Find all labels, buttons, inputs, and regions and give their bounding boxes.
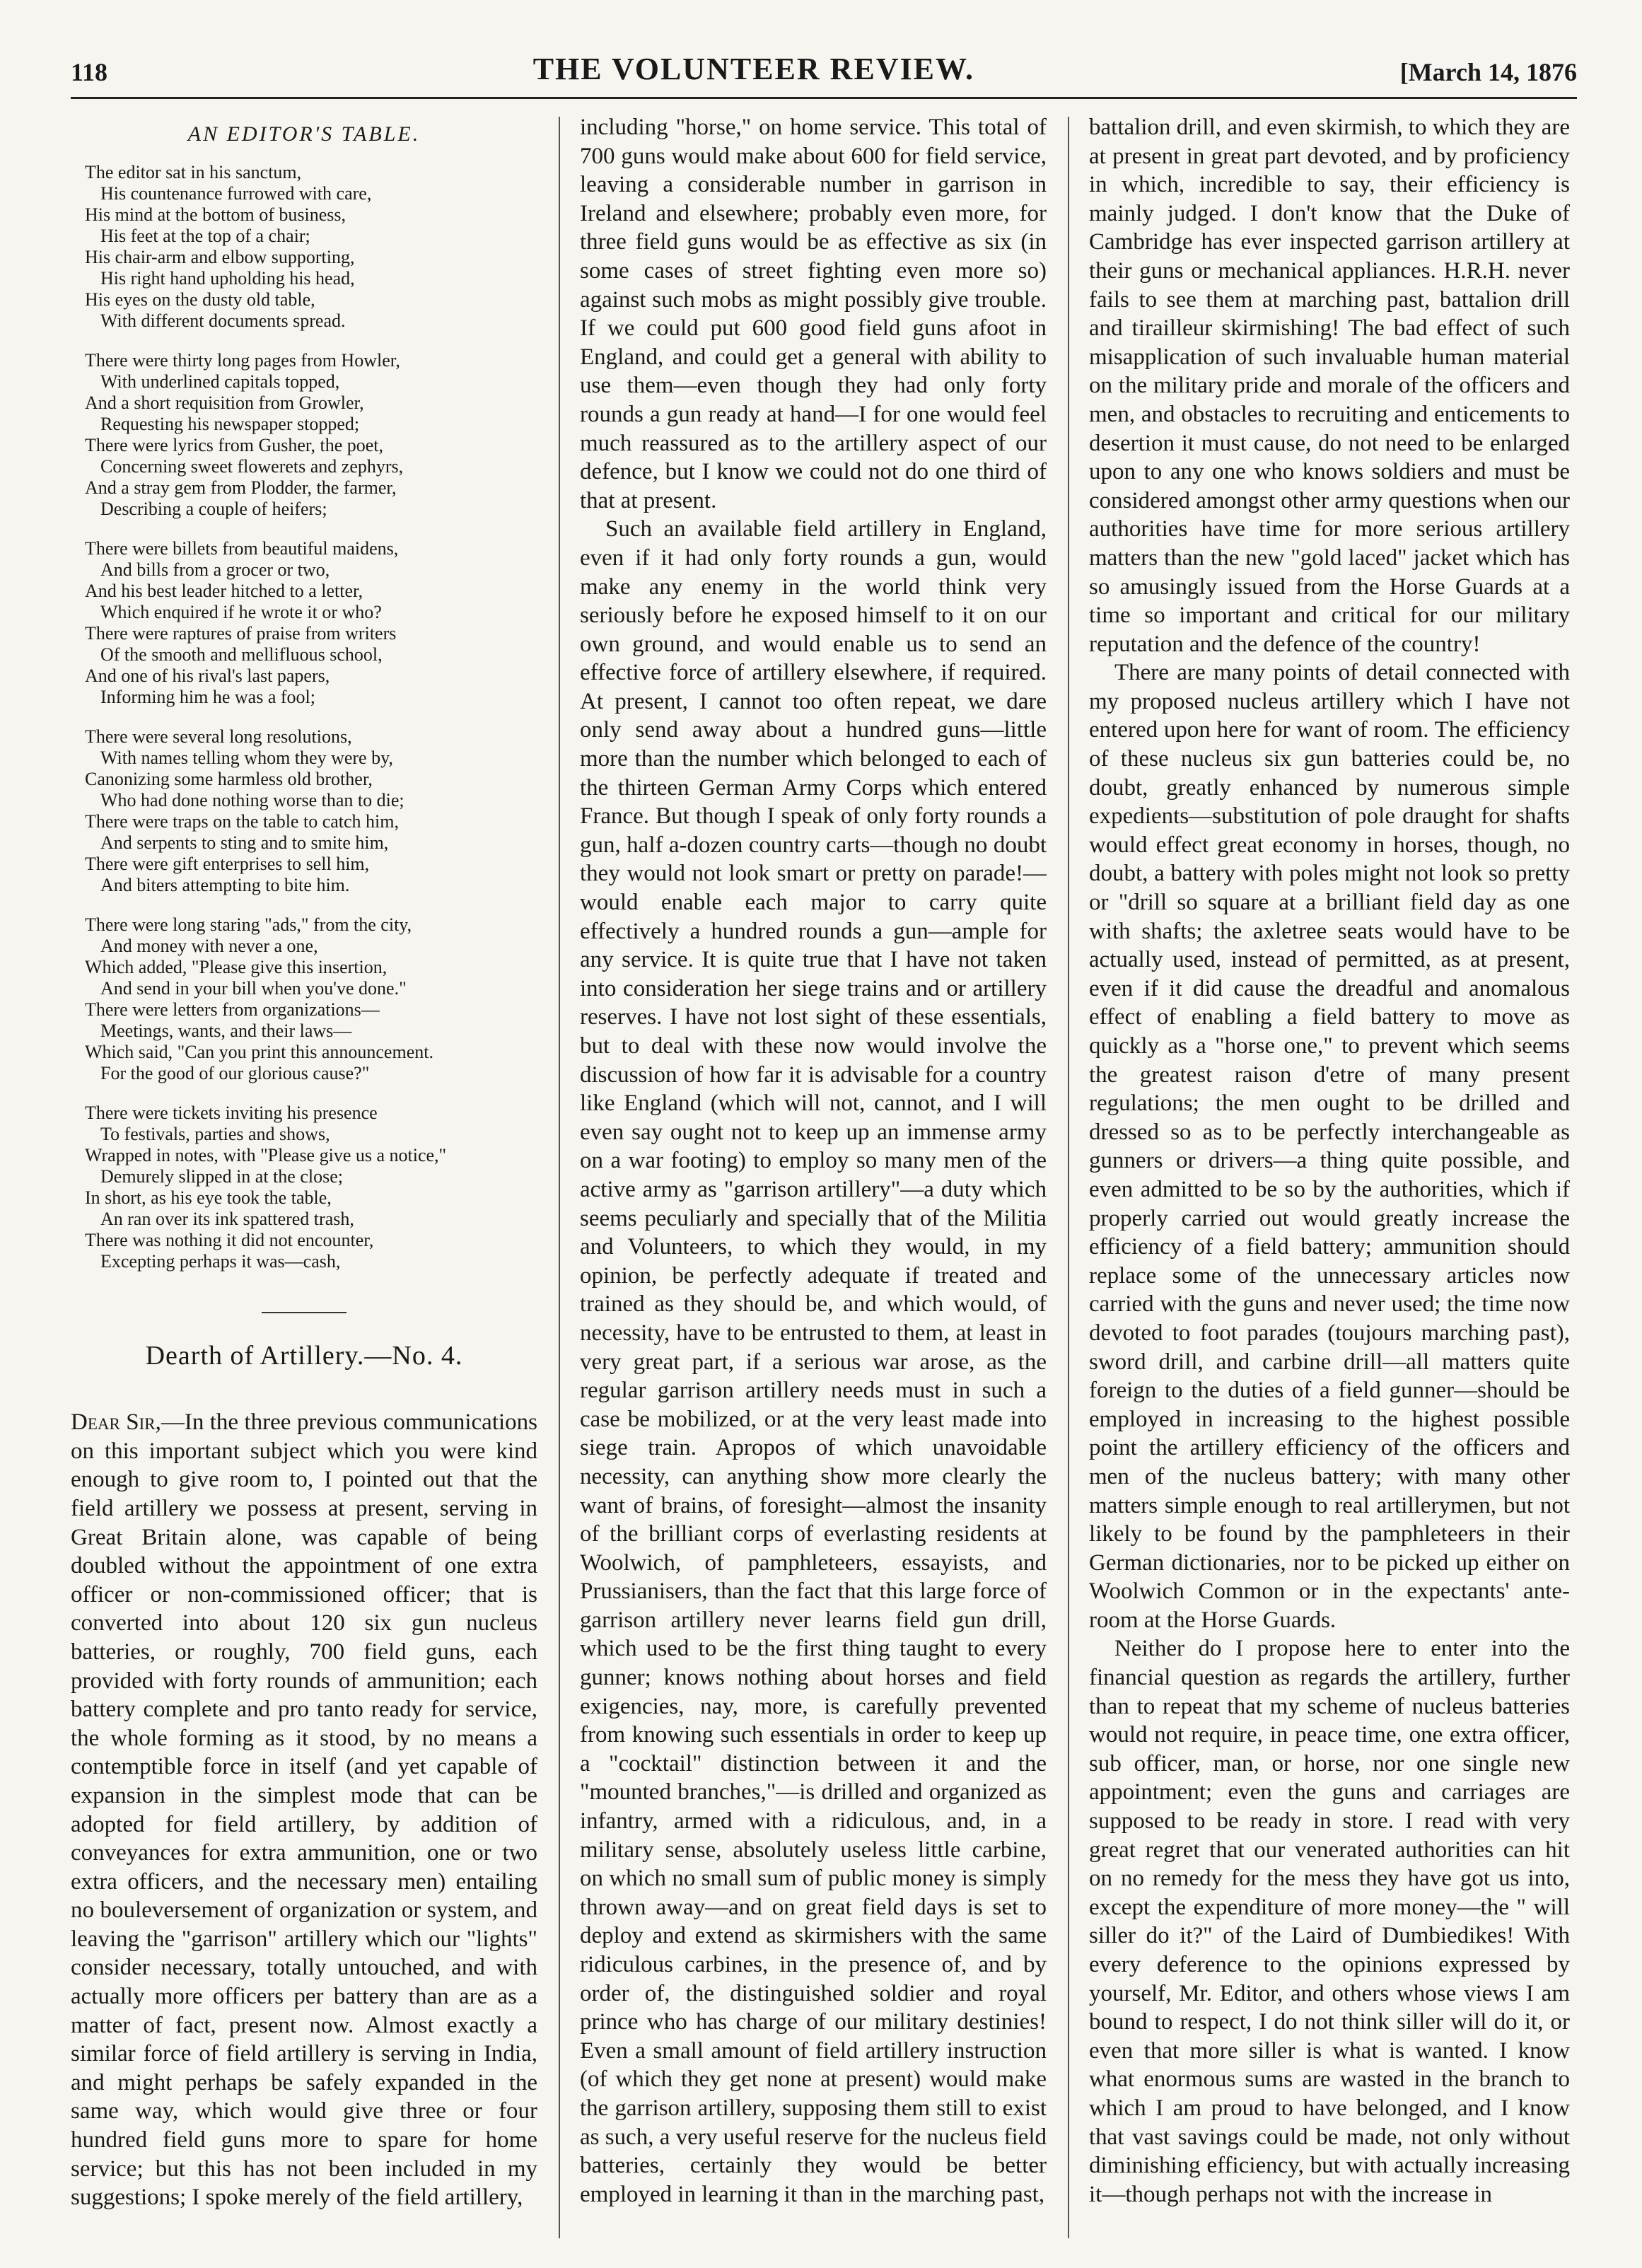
poem-line: Describing a couple of heifers; [100, 498, 327, 519]
poem-line: There were thirty long pages from Howler, [85, 349, 400, 371]
poem-line: There were raptures of praise from writers [85, 622, 397, 644]
article-paragraph-continued: including "horse," on home service. This total of 700 guns would make about 600 for field service, leaving a considerable number in garrison in Ireland and elsewhere; probably even more, for three field guns would be as effective as six (in some cases of street fighting even more so) against such mobs as might possibly give trouble. If we could put 600 good field guns afoot in England, and could get a general with ability to use them—even though they had only forty rounds a gun ready at hand—I for one would feel much reassured as to the artillery aspect of our defence, but I know we could not do one third of that at present. [580, 115, 1047, 513]
poem-line: There were gift enterprises to sell him, [85, 853, 370, 874]
poem-line: Which said, "Can you print this announcement. [85, 1041, 433, 1062]
section-divider [262, 1312, 347, 1313]
poem-body [85, 162, 537, 1272]
poem-line: Requesting his newspaper stopped; [100, 413, 360, 434]
poem-line: Concerning sweet flowerets and zephyrs, [100, 455, 404, 477]
page-number: 118 [71, 58, 108, 86]
poem-line: Which enquired if he wrote it or who? [100, 601, 382, 622]
poem-line: Which added, "Please give this insertion, [85, 956, 388, 977]
issue-date: [March 14, 1876 [1399, 58, 1577, 86]
poem-stanza [85, 350, 537, 520]
poem-line: Meetings, wants, and their laws— [100, 1020, 352, 1041]
poem-line: There were letters from organizations— [85, 999, 380, 1020]
article-body [71, 1408, 537, 2212]
poem-line: For the good of our glorious cause?" [100, 1062, 370, 1083]
poem-line: Canonizing some harmless old brother, [85, 768, 373, 789]
article-paragraph: Neither do I propose here to enter into the financial question as regards the artillery, further than to repeat that my scheme of nucleus batteries would not require, in peace time, one extra officer, sub officer, man, or horse, nor one single new appointment; even the guns and carriages are supposed to be ready in store. I read with very great regret that our venerated authorities can hit on no remedy for the mess they have got us into, except the expenditure of more money—the " will siller do it?" of the Laird of Dumbiedikes! With every deference to the opinions expressed by yourself, Mr. Editor, and others whose views I am bound to respect, I do not think siller will do it, or even that more siller is what is wanted. I know what enormous sums are wasted in the branch to which I am proud to have belonged, and I know that vast savings could be made, not only without diminishing efficiency, but with actually increasing it—though perhaps not with the increase in [1089, 1636, 1570, 2207]
article-paragraph-continued: battalion drill, and even skirmish, to which they are at present in great part devoted, and by proficiency in which, incredible to say, their efficiency is mainly judged. I don't know that the Duke of Cambridge has ever inspected garrison artillery at their guns or mechanical appliances. H.R.H. never fails to see them at marching past, battalion drill and tirailleur skirmishing! The bad effect of such misapplication of such invaluable human material on the military pride and morale of the officers and men, and obstacles to recruiting and enticements to desertion it must cause, do not need to be enlarged upon to any one who knows soldiers and must be considered amongst other army questions when our authorities have time for more serious artillery matters than the new "gold laced" jacket which has so amusingly issued from the Horse Guards at a time so important and critical for our military reputation and the defence of the country! [1089, 115, 1570, 657]
poem-title: AN EDITOR'S TABLE. [187, 122, 421, 146]
poem-stanza [85, 1103, 537, 1272]
poem-line: Informing him he was a fool; [100, 686, 315, 707]
column-divider [559, 117, 560, 2238]
poem-line: Who had done nothing worse than to die; [100, 789, 404, 810]
poem-line: There were traps on the table to catch him, [85, 810, 399, 832]
poem-line: There were long staring "ads," from the city, [85, 914, 412, 935]
poem-line: His mind at the bottom of business, [85, 204, 347, 225]
poem-line: There was nothing it did not encounter, [85, 1229, 374, 1250]
article-body-continued [580, 113, 1047, 2209]
poem-line: And a stray gem from Plodder, the farmer, [85, 477, 397, 498]
column-1 [71, 113, 537, 2235]
poem-line: With different documents spread. [100, 310, 346, 331]
poem-line: With names telling whom they were by, [100, 747, 393, 768]
poem-line: Wrapped in notes, with "Please give us a notice," [85, 1144, 447, 1165]
poem-stanza [85, 914, 537, 1084]
poem-line: There were lyrics from Gusher, the poet, [85, 434, 384, 455]
poem-line: Of the smooth and mellifluous school, [100, 644, 383, 665]
poem-line: And one of his rival's last papers, [85, 665, 330, 686]
column-2 [580, 113, 1047, 2235]
poem-line: His right hand upholding his head, [100, 267, 355, 289]
poem-stanza [85, 162, 537, 332]
poem-line: And a short requisition from Growler, [85, 392, 364, 413]
article-paragraph: Such an available field artillery in England, even if it had only forty rounds a gun, would make any enemy in the world think very seriously before he exposed himself to it on our own ground, and would enable us to send an effective force of artillery elsewhere, if required. At present, I cannot too often repeat, we dare only send away about a hundred guns—little more than the number which belonged to each of the thirteen German Army Corps which entered France. But though I speak of only forty rounds a gun, half a-dozen country carts—though no doubt they would not look smart or pretty on parade!—would enable each major to carry quite effectively a hundred rounds a gun—ample for any service. It is quite true that I have not taken into consideration her siege trains and or artillery reserves. I have not lost sight of these essentials, but to deal with these now would involve the discussion of how far it is advisable for a country like England (which will not, cannot, and I will even say ought not to keep up an immense army on a war footing) to employ so many men of the active army as "garrison artillery"—a duty which seems peculiarly and specially that of the Militia and Volunteers, to which they would, in my opinion, be perfectly adequate if treated and trained as they should be, and which would, of necessity, have to be entrusted to them, at least in very great part, if a serious war arose, as the regular garrison artillery needs must in such a case be mobilized, or at the very least made into siege train. Apropos of which unavoidable necessity, can anything show more clearly the want of brains, of foresight—almost the insanity of the brilliant corps of everlasting residents at Woolwich, of pamphleteers, essayists, and Prussianisers, than the fact that this large force of garrison artillery never learns field gun drill, which used to be the first thing taught to every gunner; knows nothing about horses and field exigencies, nay, more, is carefully prevented from knowing such essentials in order to keep up a "cocktail" distinction between it and the "mounted branches,"—is drilled and organized as infantry, armed with a ridiculous, and, in a military sense, absolutely useless little carbine, on which no small sum of public money is simply thrown away—and on great field days is set to deploy and extend as skirmishers with the same ridiculous carbines, in the presence of, and by order of, the distinguished soldier and royal prince who has charge of our military destinies! Even a small amount of field artillery instruction (of which they get none at present) would make the garrison artillery, supposing them still to exist as such, a very useful reserve for the nucleus field batteries, certainly they would be better employed in learning it than in the marching past, [580, 516, 1047, 2207]
poem-line: And serpents to sting and to smite him, [100, 832, 389, 853]
poem-line: There were tickets inviting his presence [85, 1102, 378, 1123]
poem-line: And his best leader hitched to a letter, [85, 580, 363, 601]
publication-title: THE VOLUNTEER REVIEW. [532, 52, 974, 86]
poem-line: To festivals, parties and shows, [100, 1123, 330, 1144]
poem-line: There were several long resolutions, [85, 726, 352, 747]
poem-line: His eyes on the dusty old table, [85, 289, 315, 310]
page-header [71, 50, 1577, 99]
poem-line: Demurely slipped in at the close; [100, 1165, 343, 1187]
poem-line: And bills from a grocer or two, [100, 559, 330, 580]
poem-line: With underlined capitals topped, [100, 371, 340, 392]
poem-line: In short, as his eye took the table, [85, 1187, 332, 1208]
poem-line: And send in your bill when you've done." [100, 977, 407, 999]
paragraph-text: —In the three previous communications on this important subject which you were kind enough to give room to, I pointed out that the field artillery we possess at present, serving in Great Britain alone, was capable of being doubled without the appointment of one extra officer or non-commissioned officer; that is converted into about 120 six gun nucleus batteries, or roughly, 700 field guns, each provided with forty rounds of ammunition; each battery complete and pro tanto ready for service, the whole forming as it stood, by no means a contemptible force in itself (and yet capable of expansion in the simplest mode that can be adopted for field artillery, by addition of conveyances for extra ammunition, one or two extra officers, and the necessary men) entailing no bouleversement of organization or system, and leaving the "garrison" artillery which our "lights" consider necessary, totally untouched, and with actually more officers per battery than are as a matter of fact, present now. Almost exactly a similar force of field artillery is serving in India, and might perhaps be safely expanded in the same way, which would give three or four hundred field guns more to spare for home service; but this has not been included in my suggestions; I spoke merely of the field artillery, [71, 1409, 537, 2211]
article-body-continued [1089, 113, 1570, 2209]
article-paragraph [71, 1408, 537, 2212]
poem-stanza [85, 538, 537, 708]
article-paragraph: There are many points of detail connected with my proposed nucleus artillery which I have not entered upon here for want of room. The efficiency of these nucleus six gun batteries could be, no doubt, greatly enhanced by numerous simple expedients—substitution of pole draught for shafts would effect great economy in horses, though, no doubt, a battery with poles might not look so pretty or "drill so square at a brilliant field day as one with shafts; the axletree seats would have to be actually used, instead of permitted, as at present, even if it did cause the dreadful and anomalous effect of enabling a field battery to move as quickly as a "horse one," to prevent which seems the greatest raison d'etre of many present regulations; the men ought to be drilled and dressed so as to be perfectly interchangeable as gunners or drivers—a thing quite possible, and even admitted to be so by the authorities, which if properly carried out would greatly increase the efficiency of a field battery; ammunition should replace some of the unnecessary articles now carried with the guns and never used; the time now devoted to foot parades (toujours marching past), sword drill, and carbine drill—all matters quite foreign to the duties of a field gunner—should be employed in increasing to the highest possible point the artillery efficiency of the officers and men of the nucleus battery; with many other matters simple enough to real artillerymen, but not likely to be found by the pamphleteers in their German dictionaries, nor to be picked up either on Woolwich Common or in the expectants' ante-room at the Horse Guards. [1089, 660, 1570, 1633]
poem-line: His chair-arm and elbow supporting, [85, 246, 355, 267]
salutation: Dear Sir, [71, 1409, 161, 1436]
poem-stanza [85, 726, 537, 896]
poem-line: His countenance furrowed with care, [100, 182, 372, 204]
article-title: Dearth of Artillery.—No. 4. [145, 1340, 463, 1371]
poem-line: An ran over its ink spattered trash, [100, 1208, 354, 1229]
poem-line: There were billets from beautiful maidens, [85, 537, 399, 559]
poem-line: And money with never a one, [100, 935, 318, 956]
poem-line: And biters attempting to bite him. [100, 874, 350, 895]
column-divider [1068, 117, 1069, 2238]
column-3 [1089, 113, 1570, 2235]
poem-line: His feet at the top of a chair; [100, 225, 310, 246]
poem-line: The editor sat in his sanctum, [85, 161, 302, 182]
poem-line: Excepting perhaps it was—cash, [100, 1250, 341, 1272]
